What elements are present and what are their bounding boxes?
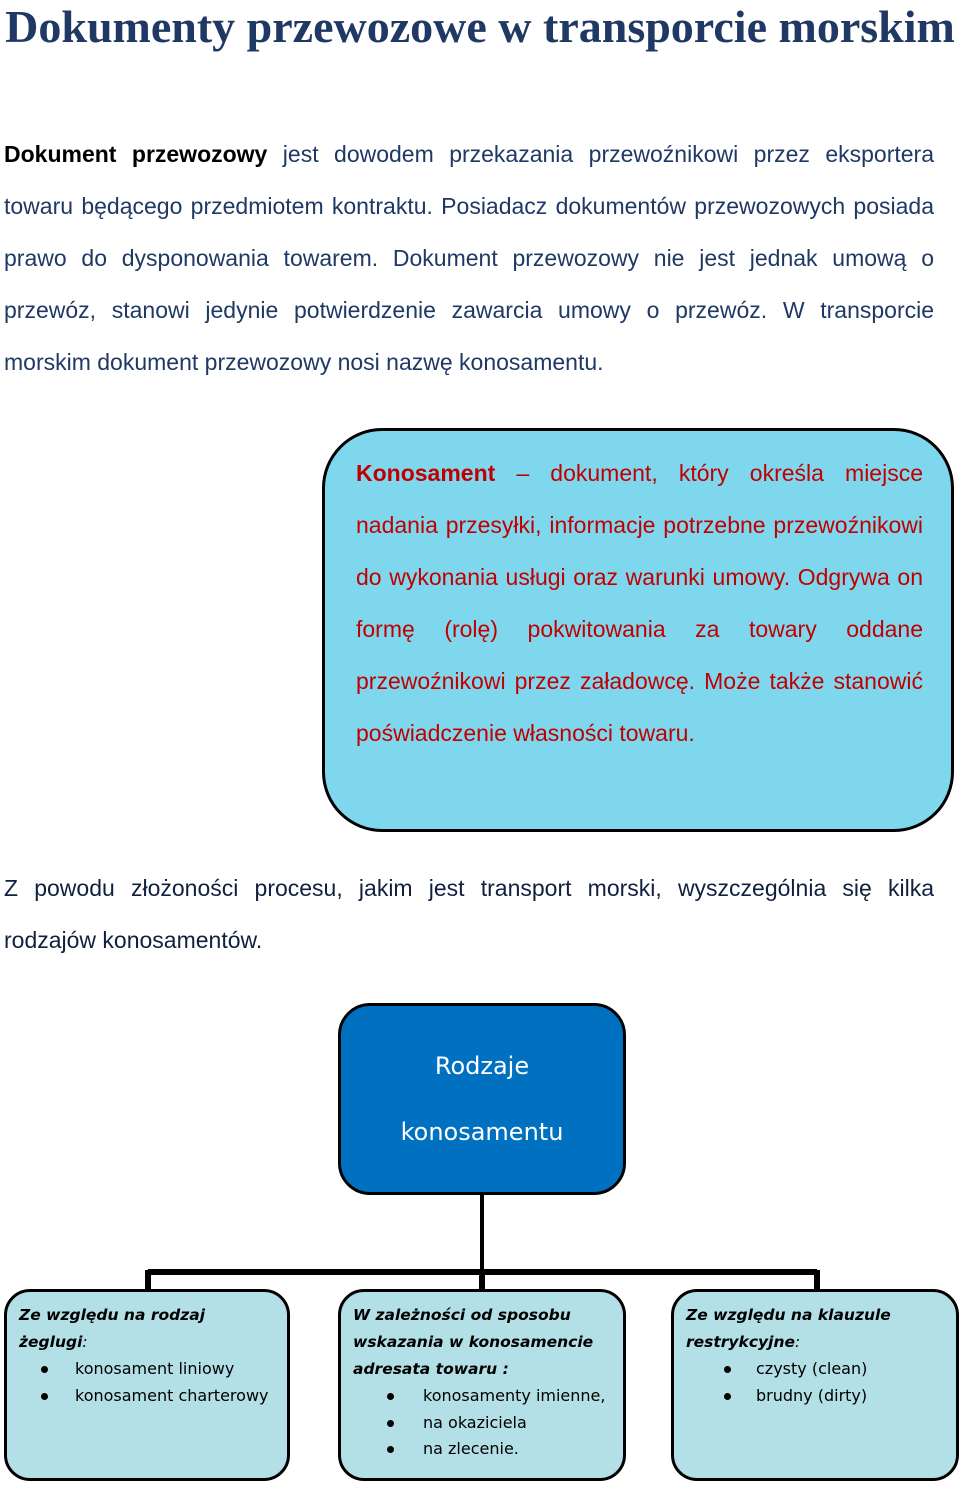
list-item: konosament liniowy [19, 1356, 277, 1383]
bullet-icon [387, 1420, 394, 1427]
list-item: brudny (dirty) [686, 1383, 946, 1410]
callout-text: – dokument, który określa miejsce nadania przesyłki, informacje potrzebne przewoźnikowi do wykonania usługi oraz warunki umowy. Odgrywa on formę (rolę) pokwitowania za towary oddane przewoźnikowi przez załadowcę. Może także stanowić poświadczenie własności towaru. [356, 460, 923, 746]
bullet-icon [387, 1446, 394, 1453]
konosament-definition [356, 447, 923, 759]
bullet-icon [724, 1393, 731, 1400]
list-item: na zlecenie. [353, 1436, 613, 1463]
child-title: W zależności od sposobu wskazania w konosamencie adresata towaru : [353, 1306, 594, 1378]
diagram-child-node [4, 1289, 290, 1481]
bullet-icon [41, 1366, 48, 1373]
child-list [353, 1383, 613, 1463]
page-title: Dokumenty przewozowe w transporcie morskim [5, 1, 955, 52]
diagram-root-node [338, 1003, 626, 1195]
list-item: konosament charterowy [19, 1383, 277, 1410]
child-list [686, 1356, 946, 1409]
list-item: na okaziciela [353, 1410, 613, 1437]
diagram-child-node [338, 1289, 626, 1481]
intro-paragraph [4, 128, 934, 388]
child-title: Ze względu na rodzaj żeglugi: [19, 1306, 206, 1351]
child-title: Ze względu na klauzule restrykcyjne: [686, 1306, 891, 1351]
list-item: czysty (clean) [686, 1356, 946, 1383]
list-item: konosamenty imienne, [353, 1383, 613, 1410]
bullet-icon [41, 1393, 48, 1400]
intro-text: jest dowodem przekazania przewoźnikowi przez eksportera towaru będącego przedmiotem kontraktu. Posiadacz dokumentów przewozowych posiada prawo do dysponowania towarem. Dokument przewozowy nie jest jednak umową o przewóz, stanowi jedynie potwierdzenie zawarcia umowy o przewóz. W transporcie morskim dokument przewozowy nosi nazwę konosamentu. [4, 141, 934, 375]
intro-term: Dokument przewozowy [4, 141, 268, 167]
callout-term: Konosament [356, 460, 496, 486]
diagram-child-node [671, 1289, 959, 1481]
bullet-icon [387, 1393, 394, 1400]
summary-paragraph: Z powodu złożoności procesu, jakim jest transport morski, wyszczególnia się kilka rodzajów konosamentów. [4, 875, 934, 953]
root-label: Rodzaje konosamentu [400, 1052, 564, 1146]
child-list [19, 1356, 277, 1409]
bullet-icon [724, 1366, 731, 1373]
